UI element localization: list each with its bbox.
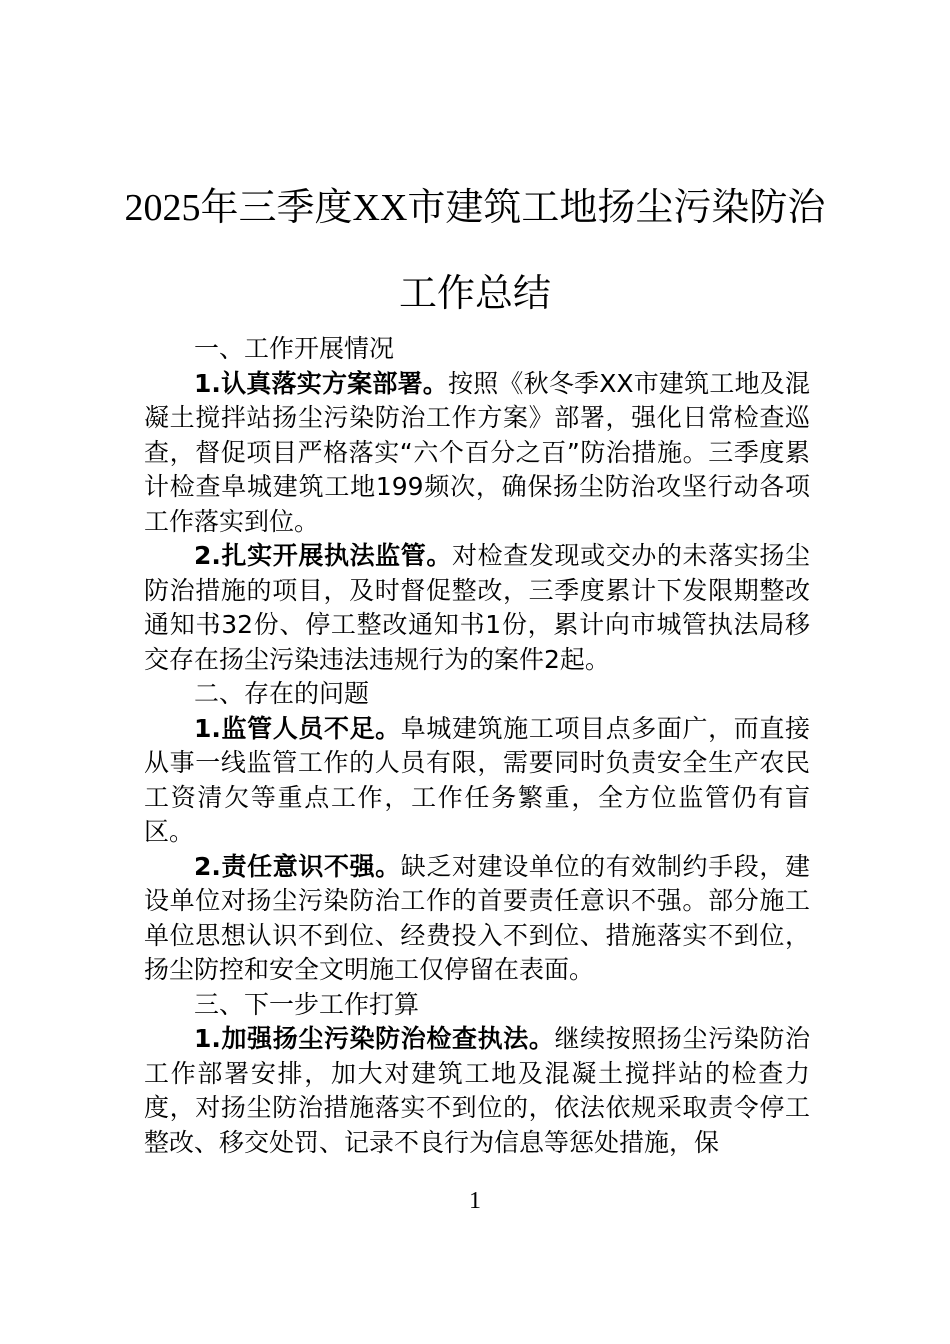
paragraph: [144, 850, 810, 988]
paragraph-lead: 1.监管人员不足。: [194, 713, 401, 743]
paragraph-text: 阜城建筑施工项目点多面广，而直接从事一线监管工作的人员有限，需要同时负责安全生产农民工资清欠等重点工作，工作任务繁重，全方位监管仍有盲区。: [144, 713, 810, 846]
paragraph: [144, 539, 810, 677]
paragraph-text: 继续按照扬尘污染防治工作部署安排，加大对建筑工地及混凝土搅拌站的检查力度，对扬尘防治措施落实不到位的，依法依规采取责令停工整改、移交处罚、记录不良行为信息等惩处措施，保: [144, 1024, 810, 1157]
paragraph: [144, 367, 810, 540]
paragraph-lead: 1.加强扬尘污染防治检查执法。: [194, 1024, 555, 1053]
paragraph-text: 缺乏对建设单位的有效制约手段，建设单位对扬尘污染防治工作的首要责任意识不强。部分施工单位思想认识不到位、经费投入不到位、措施落实不到位，扬尘防控和安全文明施工仅停留在表面。: [144, 851, 810, 984]
paragraph-lead: 2.扎实开展执法监管。: [194, 541, 453, 570]
paragraph-lead: 2.责任意识不强。: [194, 851, 401, 881]
section-heading: 三、下一步工作打算: [194, 989, 420, 1019]
document-title: 2025年三季度XX市建筑工地扬尘污染防治工作总结: [124, 187, 826, 315]
document-body: [144, 332, 810, 1160]
paragraph-lead: 1.认真落实方案部署。: [194, 368, 448, 398]
paragraph-text: 按照《秋冬季XX市建筑工地及混凝土搅拌站扬尘污染防治工作方案》部署，强化日常检查巡查，督促项目严格落实“六个百分之百”防治措施。三季度累计检查阜城建筑工地199频次，确保扬尘防治攻坚行动各项工作落实到位。: [144, 368, 810, 536]
section-heading: 一、工作开展情况: [194, 334, 395, 363]
paragraph-text: 对检查发现或交办的未落实扬尘防治措施的项目，及时督促整改，三季度累计下发限期整改通知书32份、停工整改通知书1份，累计向市城管执法局移交存在扬尘污染违法违规行为的案件2起。: [144, 541, 810, 674]
page-number: 1: [469, 1188, 481, 1214]
section-heading: 二、存在的问题: [194, 679, 370, 708]
paragraph: [144, 712, 810, 850]
paragraph: [144, 1022, 810, 1160]
